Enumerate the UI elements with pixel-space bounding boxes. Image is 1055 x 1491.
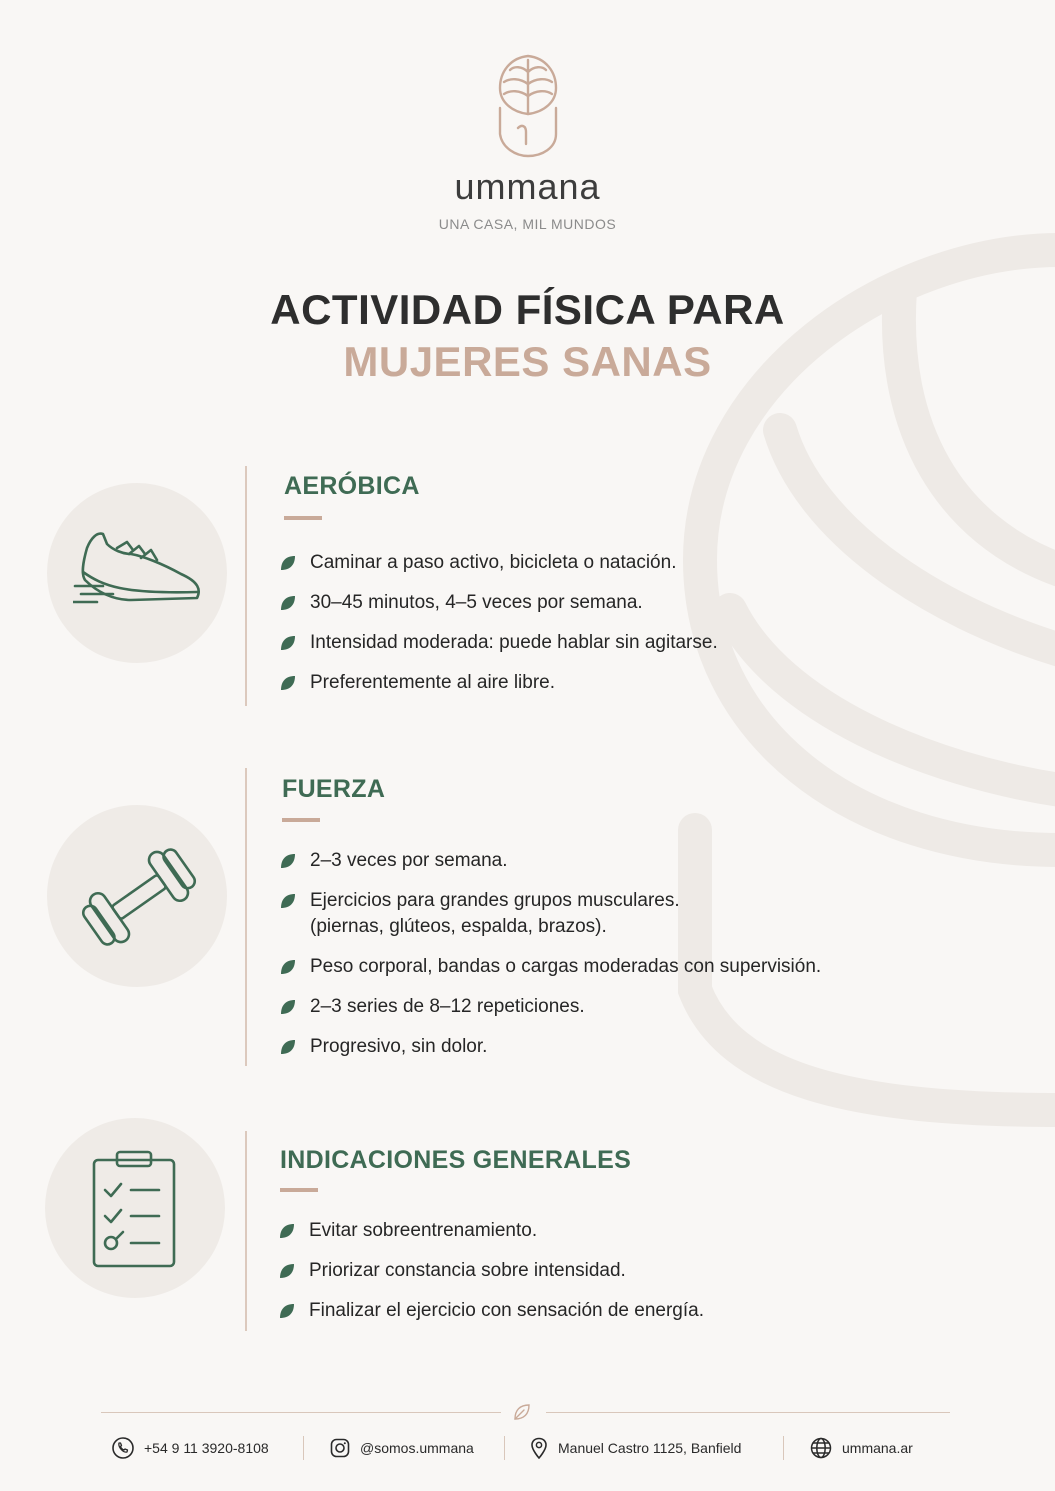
list-item-text: Ejercicios para grandes grupos musculares. (310, 890, 680, 911)
leaf-bullet-icon (280, 893, 296, 909)
list-item-text: Progresivo, sin dolor. (310, 1036, 488, 1057)
leaf-bullet-icon (279, 1263, 295, 1279)
list-item-text: Priorizar constancia sobre intensidad. (309, 1260, 626, 1281)
list-item-text: 2–3 series de 8–12 repeticiones. (310, 996, 585, 1017)
list-item (280, 954, 821, 980)
section-list (280, 848, 821, 1060)
brand-tagline: UNA CASA, MIL MUNDOS (438, 216, 617, 232)
instagram-icon (330, 1438, 350, 1458)
section-list (279, 1218, 704, 1324)
section-title-underline (280, 1188, 318, 1192)
list-item-text: 30–45 minutos, 4–5 veces por semana. (310, 592, 643, 613)
clipboard-checklist-icon (91, 1148, 181, 1272)
footer-separator (504, 1436, 505, 1460)
list-item-text: Preferentemente al aire libre. (310, 672, 556, 693)
page-title (0, 285, 1055, 389)
leaf-bullet-icon (280, 635, 296, 651)
section-title-underline (282, 818, 320, 822)
footer-separator (783, 1436, 784, 1460)
list-item-text-continuation: (piernas, glúteos, espalda, brazos). (310, 916, 607, 937)
leaf-bullet-icon (280, 595, 296, 611)
list-item (279, 1298, 704, 1324)
list-item-text: Finalizar el ejercicio con sensación de energía. (309, 1300, 704, 1321)
footer-separator (303, 1436, 304, 1460)
list-item (280, 888, 821, 940)
list-item (280, 848, 821, 874)
list-item-text: 2–3 veces por semana. (310, 850, 508, 871)
location-pin-icon (530, 1437, 548, 1459)
footer-leaf-icon (512, 1402, 532, 1422)
footer-phone[interactable] (112, 1430, 269, 1466)
list-item (280, 670, 718, 696)
phone-icon (112, 1437, 134, 1459)
footer-divider-left (101, 1412, 501, 1413)
section-icon-circle (45, 1118, 225, 1298)
section-icon-circle (47, 805, 227, 987)
leaf-bullet-icon (280, 999, 296, 1015)
footer-phone-text: +54 9 11 3920-8108 (144, 1440, 269, 1456)
list-item (280, 994, 821, 1020)
list-item-text: Evitar sobreentrenamiento. (309, 1220, 538, 1241)
list-item (280, 1034, 821, 1060)
footer-instagram[interactable] (330, 1430, 474, 1466)
leaf-bullet-icon (280, 675, 296, 691)
brand-name: ummana (454, 166, 601, 207)
title-line-2: MUJERES SANAS (343, 338, 712, 385)
leaf-bullet-icon (279, 1303, 295, 1319)
list-item-text: Peso corporal, bandas o cargas moderadas con supervisión. (310, 956, 822, 977)
leaf-bullet-icon (280, 959, 296, 975)
list-item-text: Intensidad moderada: puede hablar sin agitarse. (310, 632, 718, 653)
brand-logo-block (0, 52, 1055, 232)
section-title: INDICACIONES GENERALES (280, 1146, 632, 1174)
footer-contact-bar (0, 1430, 1055, 1466)
footer-website[interactable] (810, 1430, 913, 1466)
list-item (280, 590, 718, 616)
section-divider (245, 466, 247, 706)
title-line-1: ACTIVIDAD FÍSICA PARA (270, 286, 785, 333)
section-title: AERÓBICA (284, 472, 420, 500)
list-item (279, 1218, 704, 1244)
list-item-text: Caminar a paso activo, bicicleta o natación. (310, 552, 677, 573)
ummana-leaf-logo-icon (496, 52, 560, 158)
section-divider (245, 1131, 247, 1331)
footer-instagram-text: @somos.ummana (360, 1440, 474, 1456)
leaf-bullet-icon (279, 1223, 295, 1239)
section-divider (245, 768, 247, 1066)
list-item (280, 550, 718, 576)
list-item (280, 630, 718, 656)
leaf-bullet-icon (280, 853, 296, 869)
dumbbell-icon (77, 845, 201, 949)
section-list (280, 550, 718, 696)
footer-address-text: Manuel Castro 1125, Banfield (558, 1440, 742, 1456)
section-title-underline (284, 516, 322, 520)
globe-icon (810, 1437, 832, 1459)
footer-divider-right (546, 1412, 950, 1413)
section-icon-circle (47, 483, 227, 663)
sneaker-icon (73, 528, 203, 618)
leaf-bullet-icon (280, 555, 296, 571)
footer-website-text: ummana.ar (842, 1440, 913, 1456)
section-title: FUERZA (282, 775, 386, 803)
list-item (279, 1258, 704, 1284)
footer-address[interactable] (530, 1430, 741, 1466)
leaf-bullet-icon (280, 1039, 296, 1055)
